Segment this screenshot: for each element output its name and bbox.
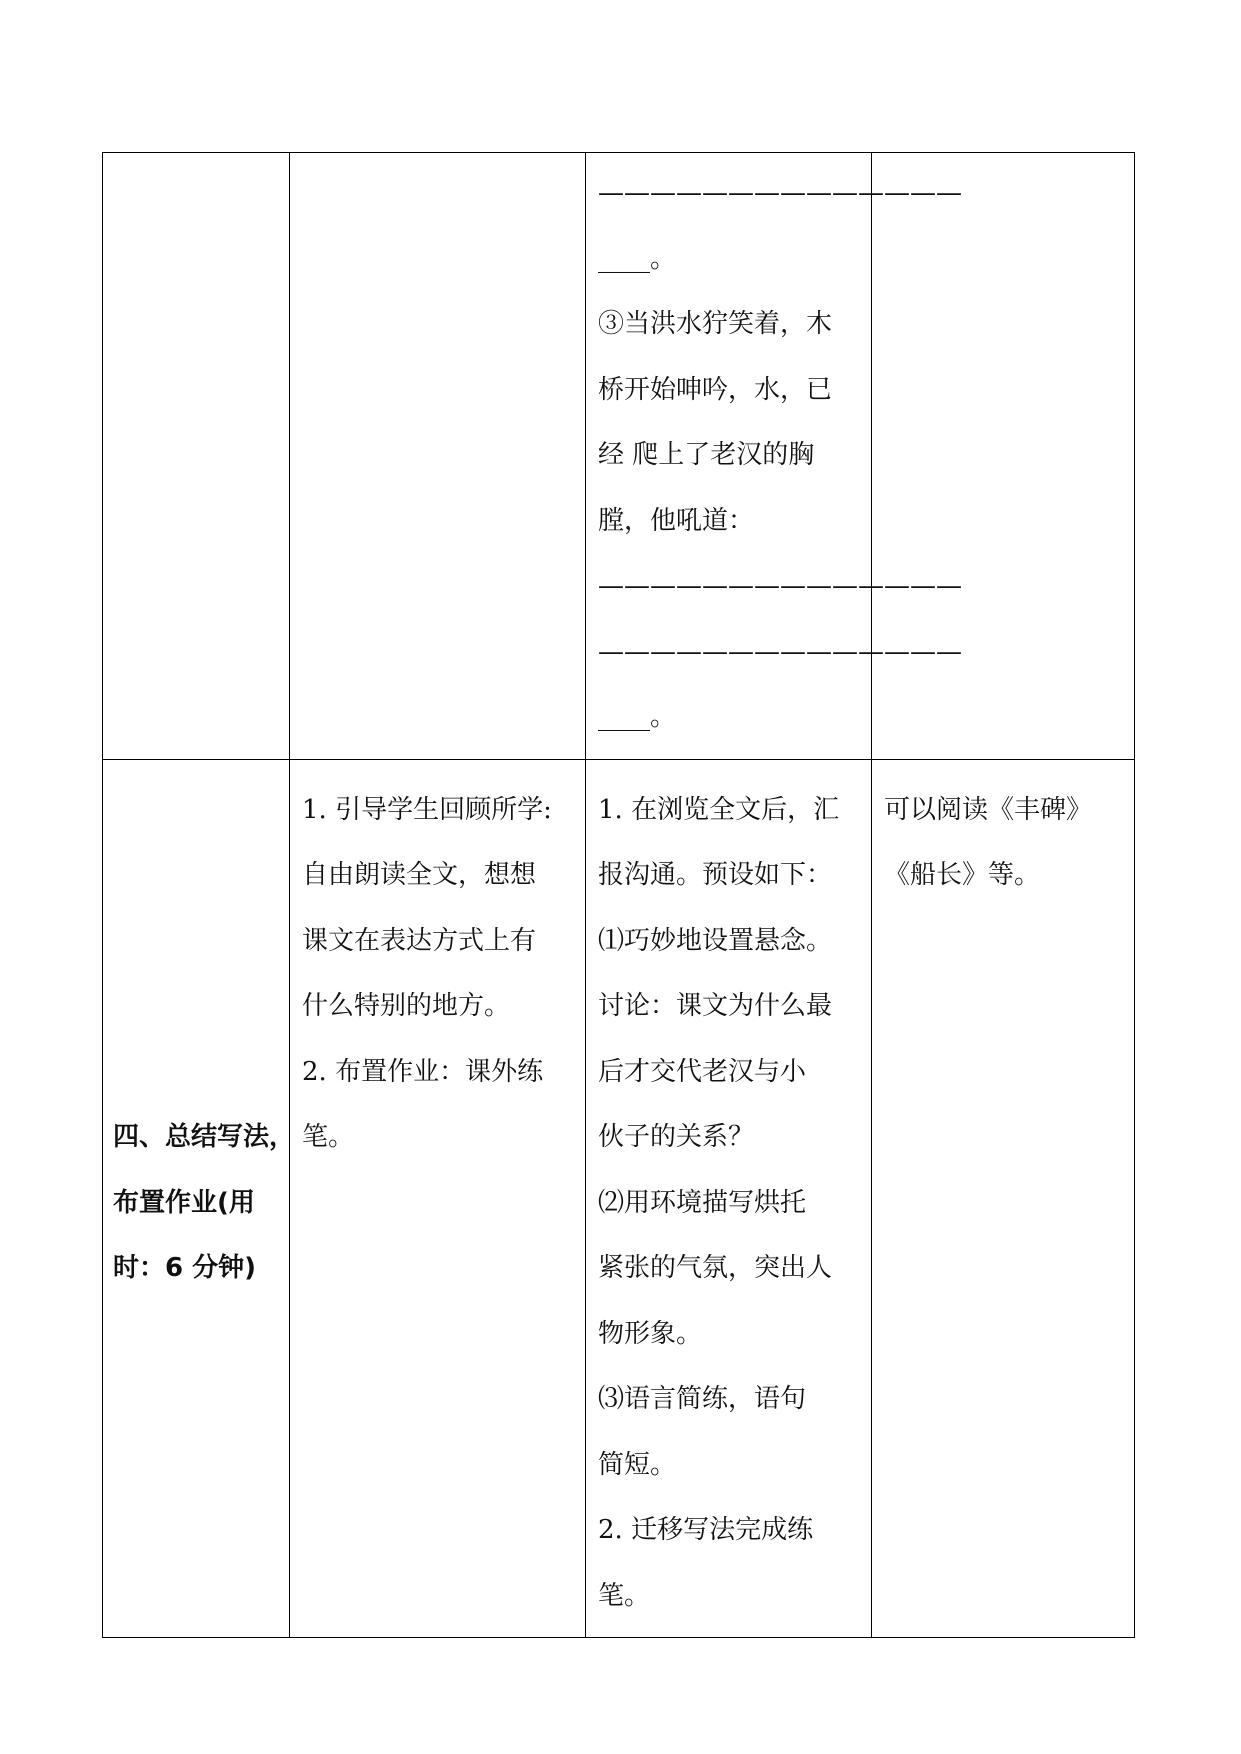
text-line: 什么特别的地方。 (302, 991, 511, 1021)
fill-blank-end: ____。 (598, 702, 677, 732)
text-line: 膛，他吼道： (598, 505, 755, 536)
text-line: 自由朗读全文，想想 (302, 860, 537, 890)
text-line: 经 爬上了老汉的胸 (598, 440, 815, 470)
text-line: 讨论：课文为什么最 (598, 991, 833, 1021)
stage-cell (103, 153, 290, 760)
text-line: 课文在表达方式上有 (302, 925, 537, 956)
student-activity-cell (586, 153, 962, 760)
text-line: 物形象。 (598, 1318, 703, 1349)
text-line: 后才交代老汉与小 (598, 1056, 807, 1087)
teacher-activity-cell (290, 153, 586, 760)
text-line: 报沟通。预设如下： (598, 860, 833, 890)
text-line: ⑶语言简练，语句 (598, 1384, 807, 1414)
text-line: 笔。 (598, 1580, 651, 1611)
table-row (103, 759, 1135, 1638)
teacher-activity-cell (290, 759, 586, 1638)
text-line: 《船长》等。 (884, 860, 1041, 890)
stage-title-line: 四、总结写法， (113, 1122, 296, 1152)
text-line: 2. 布置作业：课外练 (302, 1056, 544, 1087)
text-line: 可以阅读《丰碑》 (884, 794, 1093, 825)
text-line: ③当洪水狞笑着，木 (598, 309, 833, 339)
text-line: 1. 引导学生回顾所学: (302, 794, 552, 825)
table-row (103, 153, 1135, 760)
student-activity-cell (586, 759, 872, 1638)
stage-title-line: 布置作业(用 (113, 1187, 255, 1218)
stage-cell (103, 759, 296, 1638)
text-line: 简短。 (598, 1449, 677, 1480)
text-line: ⑴巧妙地设置悬念。 (598, 925, 833, 956)
stage-title-line: 时：6 分钟) (113, 1253, 257, 1283)
text-line: ⑵用环境描写烘托 (598, 1187, 807, 1218)
lesson-plan-table (102, 152, 1135, 1638)
fill-blank-end: ____。 (598, 243, 677, 274)
text-line: 伙子的关系？ (598, 1122, 755, 1152)
fill-blank-line: —————————————— (598, 178, 962, 208)
notes-cell (872, 759, 1135, 1638)
fill-blank-line: —————————————— (598, 636, 962, 667)
text-line: 2. 迁移写法完成练 (598, 1515, 814, 1545)
fill-blank-line: —————————————— (598, 571, 962, 601)
text-line: 笔。 (302, 1122, 355, 1152)
text-line: 1. 在浏览全文后，汇 (598, 794, 840, 825)
text-line: 桥开始呻吟，水，已 (598, 374, 833, 405)
text-line: 紧张的气氛，突出人 (598, 1253, 833, 1283)
notes-cell (872, 153, 1135, 760)
